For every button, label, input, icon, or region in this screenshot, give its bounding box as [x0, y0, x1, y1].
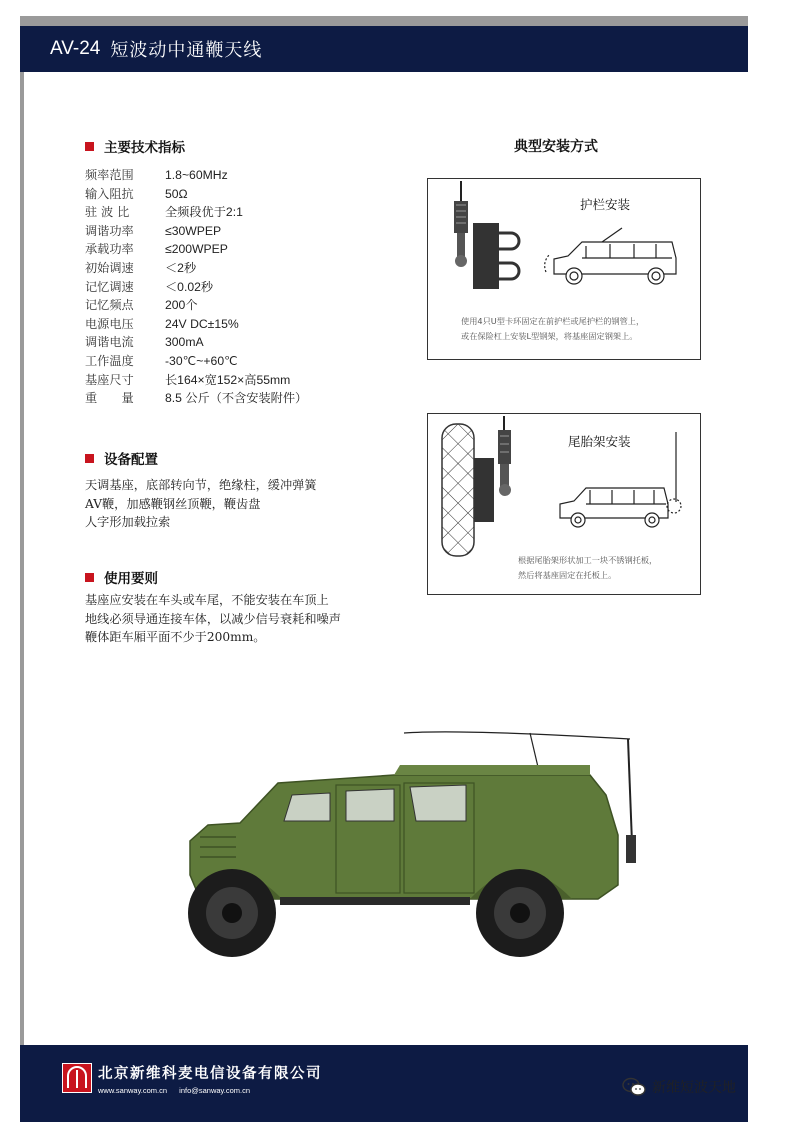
spec-label: 记忆频点 — [85, 298, 134, 313]
spec-label: 记忆调速 — [85, 279, 134, 294]
top-border — [20, 16, 748, 26]
spec-row — [85, 371, 307, 390]
company-name: 北京新维科麦电信设备有限公司 — [98, 1066, 322, 1082]
armored-vehicle-illustration — [160, 725, 640, 965]
spec-label: 承载功率 — [85, 242, 134, 257]
spec-label: 重 量 — [85, 391, 134, 406]
spec-row — [85, 203, 307, 222]
spec-row — [85, 389, 307, 408]
spec-row — [85, 352, 307, 371]
usage-heading — [85, 567, 158, 587]
config-heading-text: 设备配置 — [104, 452, 158, 468]
config-text — [85, 476, 317, 532]
company-logo — [62, 1063, 92, 1093]
caption-line: 根据尾胎架形状加工一块不锈钢托板， — [518, 555, 658, 565]
usage-line: 鞭体距车厢平面不少于200mm。 — [85, 630, 266, 644]
spec-row — [85, 259, 307, 278]
spec-value: 长164×宽152×高55mm — [165, 372, 291, 387]
spec-value: ≤30WPEP — [165, 223, 222, 238]
tire-install-caption — [518, 553, 657, 583]
config-line: AV鞭，加感鞭钢丝顶鞭，鞭齿盘 — [85, 496, 261, 511]
spec-label: 工作温度 — [85, 353, 134, 368]
specs-list — [85, 166, 307, 408]
spec-row — [85, 296, 307, 315]
spec-row — [85, 240, 307, 259]
specs-heading — [85, 136, 185, 156]
spec-row — [85, 185, 307, 204]
wechat-account-name: 新维短波天地 — [652, 1080, 736, 1096]
wechat-watermark — [622, 1077, 736, 1097]
spec-row — [85, 315, 307, 334]
usage-line: 基座应安装在车头或车尾，不能安装在车顶上 — [85, 593, 329, 607]
spec-value: 50Ω — [165, 186, 188, 201]
usage-heading-text: 使用要则 — [104, 571, 158, 587]
spec-label: 基座尺寸 — [85, 372, 134, 387]
spec-value: ＜2秒 — [165, 260, 197, 275]
bullet-square-icon — [85, 573, 94, 582]
header-bar — [20, 26, 748, 72]
specs-heading-text: 主要技术指标 — [104, 140, 185, 156]
email-link[interactable]: info@sanway.com.cn — [179, 1086, 250, 1095]
spec-value: 24V DC±15% — [165, 316, 239, 331]
guard-install-title: 护栏安装 — [580, 197, 631, 212]
spec-label: 初始调速 — [85, 260, 134, 275]
spec-value: 全频段优于2:1 — [165, 205, 243, 220]
spec-label: 频率范围 — [85, 168, 134, 182]
spec-value: 8.5 公斤（不含安装附件） — [165, 391, 308, 406]
spec-row — [85, 278, 307, 297]
spec-value: ≤200WPEP — [165, 242, 228, 257]
bullet-square-icon — [85, 142, 94, 151]
guard-install-box — [427, 178, 701, 360]
spec-label: 驻 波 比 — [85, 205, 130, 220]
spec-label: 输入阻抗 — [85, 186, 134, 201]
spec-label: 调谐功率 — [85, 223, 134, 238]
contact-info — [98, 1086, 260, 1095]
caption-line: 然后将基座固定在托板上。 — [518, 570, 617, 580]
website-link[interactable]: www.sanway.com.cn — [98, 1086, 168, 1095]
spec-label: 电源电压 — [85, 316, 134, 331]
spec-row — [85, 222, 307, 241]
spec-value: 300mA — [165, 335, 204, 350]
wechat-icon — [622, 1077, 646, 1097]
usage-text — [85, 591, 341, 647]
spec-value: ＜0.02秒 — [165, 279, 214, 294]
spec-row — [85, 166, 307, 185]
spec-value: 200个 — [165, 298, 198, 313]
usage-line: 地线必须导通连接车体，以减少信号衰耗和噪声 — [85, 611, 341, 626]
model-number: AV-24 — [50, 38, 101, 59]
config-line: 天调基座，底部转向节，绝缘柱，缓冲弹簧 — [85, 478, 317, 492]
bullet-square-icon — [85, 454, 94, 463]
page-title: 短波动中通鞭天线 — [110, 40, 263, 61]
spec-value: 1.8~60MHz — [165, 168, 228, 182]
config-line: 人字形加载拉索 — [85, 515, 171, 529]
caption-line: 或在保险杠上安装L型钢架，将基座固定钢架上。 — [461, 331, 638, 341]
spec-label: 调谐电流 — [85, 335, 134, 350]
caption-line: 使用4只U型卡环固定在前护栏或尾护栏的钢管上， — [461, 316, 645, 326]
tire-install-title: 尾胎架安装 — [568, 434, 631, 449]
config-heading — [85, 448, 158, 468]
spec-row — [85, 333, 307, 352]
install-title: 典型安装方式 — [514, 139, 598, 155]
tire-install-box — [427, 413, 701, 595]
spec-value: -30℃~+60℃ — [165, 353, 238, 368]
guard-install-caption — [461, 314, 644, 344]
